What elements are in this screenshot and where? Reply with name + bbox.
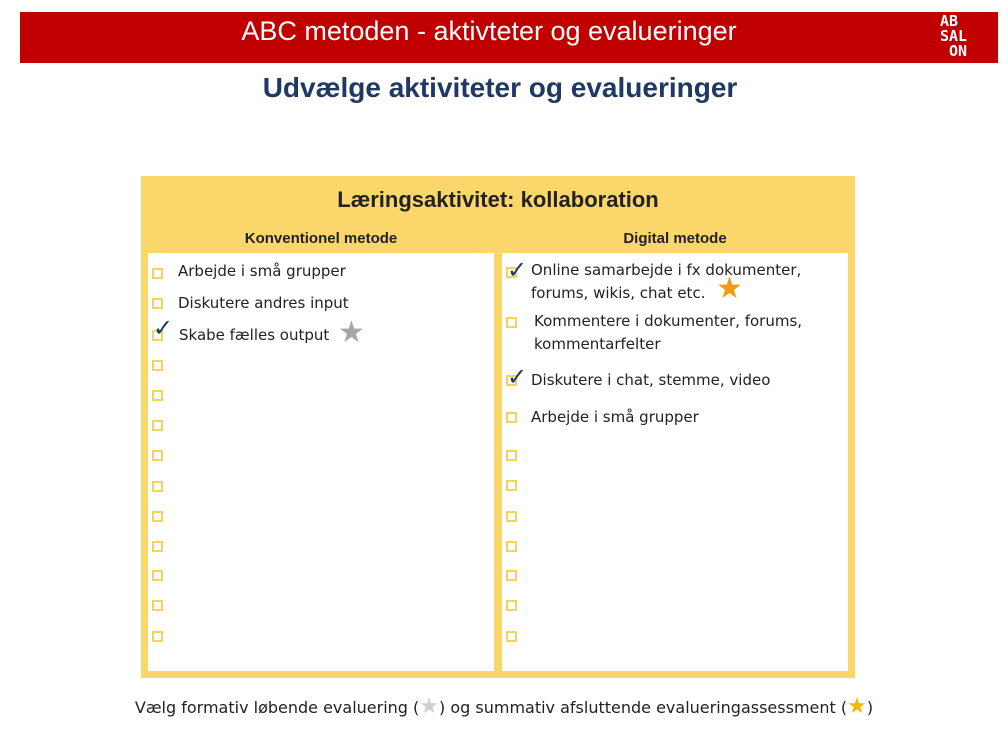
checkmark-icon: ✓ [507,363,528,391]
list-item: Skabe fælles output [179,326,330,344]
empty-checkbox[interactable] [506,570,517,581]
empty-checkbox[interactable] [506,480,517,491]
formative-star-icon: ★ [419,694,440,719]
list-item: Arbejde i små grupper [178,262,346,280]
checkbox[interactable] [506,412,517,423]
checkmark-icon: ✓ [507,256,528,284]
footer-text: Vælg formativ løbende evaluering ( [134,698,420,717]
summative-star-icon: ★ [716,271,743,306]
left-column-header: Konventionel metode [148,225,494,253]
empty-checkbox[interactable] [152,450,163,461]
slide-title: ABC metoden - aktivteter og evalueringer [241,16,737,46]
list-item: Diskutere andres input [178,294,349,312]
empty-checkbox[interactable] [152,541,163,552]
list-item: Diskutere i chat, stemme, video [531,371,771,389]
empty-checkbox[interactable] [506,511,517,522]
empty-checkbox[interactable] [506,541,517,552]
empty-checkbox[interactable] [506,450,517,461]
empty-checkbox[interactable] [152,600,163,611]
empty-checkbox[interactable] [152,481,163,492]
checkbox[interactable] [506,317,517,328]
footer-text: ) [866,698,874,717]
list-item: Arbejde i små grupper [531,408,699,426]
panel-title: Læringsaktivitet: kollaboration [337,187,659,212]
absalon-logo [940,14,996,59]
checkmark-icon: ✓ [153,314,174,342]
empty-checkbox[interactable] [152,631,163,642]
empty-checkbox[interactable] [152,390,163,401]
empty-checkbox[interactable] [152,360,163,371]
list-item: Kommentere i dokumenter, forums, kommentarfelter [534,312,803,353]
empty-checkbox[interactable] [152,570,163,581]
empty-checkbox[interactable] [152,420,163,431]
empty-checkbox[interactable] [506,600,517,611]
footer-instruction [0,694,1008,719]
checkbox[interactable] [152,268,163,279]
summative-star-icon: ★ [847,694,867,719]
empty-checkbox[interactable] [152,511,163,522]
list-item: Online samarbejde i fx dokumenter, forums, wikis, chat etc. [531,261,802,302]
logo-line: AB [940,12,959,30]
logo-line: ON [949,42,968,60]
footer-text: ) og summativ afsluttende evalueringassessment ( [439,698,848,717]
empty-checkbox[interactable] [506,631,517,642]
formative-star-icon: ★ [338,315,365,350]
slide-subtitle: Udvælge aktiviteter og evalueringer [262,72,738,103]
right-column-header: Digital metode [502,225,848,253]
logo-line: SAL [940,27,968,45]
checkbox[interactable] [152,298,163,309]
